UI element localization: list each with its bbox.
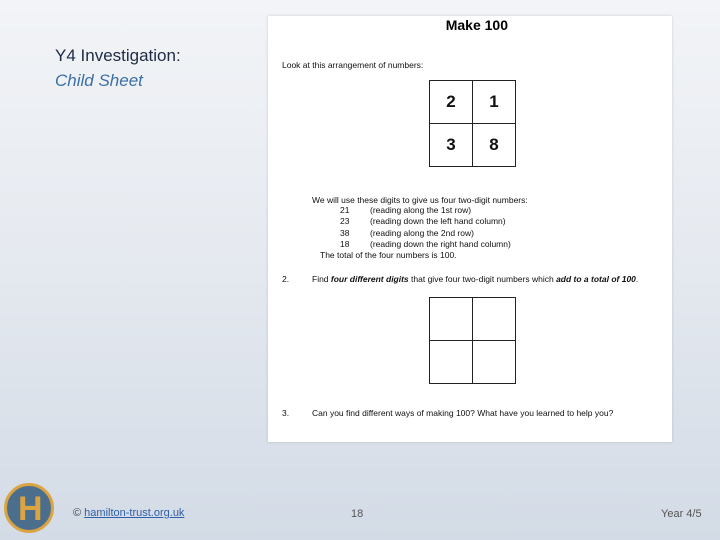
answer-cell[interactable] [430,341,473,384]
answer-cell[interactable] [473,298,516,341]
logo-letter: H [18,490,43,528]
slide-title-line2: Child Sheet [55,71,143,90]
list-item [340,216,511,227]
answer-cell[interactable] [473,341,516,384]
q2-text-part: Find [312,274,331,284]
number-value: 21 [340,205,350,215]
copyright-link[interactable]: hamilton-trust.org.uk [84,507,185,519]
number-desc: (reading along the 1st row) [370,205,472,215]
total-text: The total of the four numbers is 100. [320,250,457,260]
grid-cell: 3 [430,124,473,167]
slide-title [55,43,181,93]
worksheet-heading: Make 100 [445,17,508,33]
number-value: 23 [340,216,350,227]
page-number: 18 [351,508,364,520]
list-item [340,205,511,216]
year-group: Year 4/5 [661,508,702,520]
copyright-symbol: © [73,507,82,519]
q2-emphasis: add to a total of 100 [556,274,636,284]
explanation-text: We will use these digits to give us four two-digit numbers: [312,195,528,205]
q2-number: 2. [282,274,290,284]
q2-text [312,274,638,284]
grid-cell: 1 [473,81,516,124]
worksheet [268,16,672,442]
q2-text-part: that give four two-digit numbers which [408,274,557,284]
number-desc: (reading down the left hand column) [370,216,506,227]
q3-number: 3. [282,408,290,418]
hamilton-logo [4,483,54,533]
number-desc: (reading down the right hand column) [370,238,511,249]
number-value: 18 [340,238,350,249]
number-value: 38 [340,227,350,238]
answer-grid [429,297,516,384]
q2-emphasis: four different digits [330,274,409,284]
copyright [73,507,184,519]
q2-text-part: . [635,274,639,284]
number-desc: (reading along the 2nd row) [370,227,474,238]
q3-text: Can you find different ways of making 100? What have you learned to help you? [312,408,614,418]
answer-cell[interactable] [430,298,473,341]
intro-text: Look at this arrangement of numbers: [282,60,424,70]
grid-cell: 2 [430,81,473,124]
grid-cell: 8 [473,124,516,167]
example-grid [429,80,516,167]
list-item [340,228,511,239]
slide-title-line1: Y4 Investigation: [55,46,181,65]
list-item [340,239,511,250]
number-list [340,205,511,250]
